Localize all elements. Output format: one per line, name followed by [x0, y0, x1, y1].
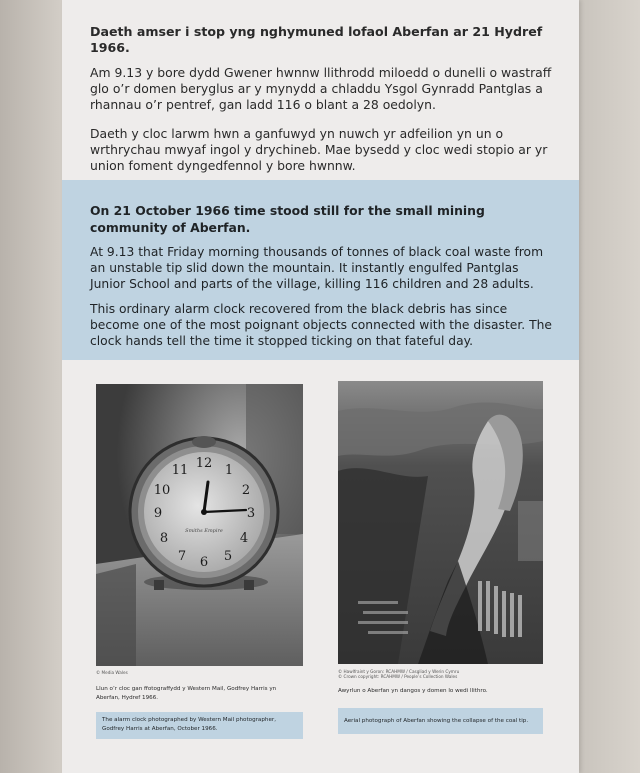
welsh-paragraph-1: Am 9.13 y bore dydd Gwener hwnnw llithrodd miloedd o dunelli o wastraff glo o’r domen beryglus ar y mynydd a chladdu Ysgol Gynradd Pantglas a rhannau o’r pentref, gan ladd 116 o blant a 28 oedolyn.: [90, 65, 552, 112]
clock-caption-english: The alarm clock photographed by Western Mail photographer, Godfrey Harris at Aberfan, October 1966.: [96, 712, 303, 739]
aerial-credit-english: © Crown copyright: RCAHMW / People’s Collection Wales: [338, 674, 458, 679]
dial-number-9: 9: [153, 506, 163, 521]
dial-number-12: 12: [195, 456, 213, 471]
dial-number-1: 1: [224, 463, 234, 478]
welsh-heading: Daeth amser i stop yng nghymuned lofaol Aberfan ar 21 Hydref 1966.: [90, 24, 543, 55]
aerial-photograph: [338, 381, 543, 664]
dial-number-3: 3: [246, 506, 256, 521]
dial-number-4: 4: [239, 531, 249, 546]
clock-photograph: [96, 384, 303, 666]
welsh-text-block: [90, 24, 560, 187]
dial-number-6: 6: [199, 555, 209, 570]
exhibit-panel: [62, 0, 579, 773]
dial-number-10: 10: [153, 483, 171, 498]
aerial-caption-english: Aerial photograph of Aberfan showing the collapse of the coal tip.: [338, 708, 543, 734]
dial-number-11: 11: [171, 463, 189, 478]
dial-number-5: 5: [223, 549, 233, 564]
wall-left: [0, 0, 62, 773]
dial-brand: Smiths Empire: [185, 528, 223, 534]
dial-number-2: 2: [241, 483, 251, 498]
clock-caption-welsh: Llun o’r cloc gan ffotograffydd y Western Mail, Godfrey Harris yn Aberfan, Hydref 1966.: [96, 686, 277, 701]
english-heading: On 21 October 1966 time stood still for the small mining community of Aberfan.: [90, 203, 485, 235]
dial-number-7: 7: [177, 549, 187, 564]
aerial-credit-welsh: © Hawlfraint y Goron: RCAHMW / Casgliad y Werin Cymru: [338, 669, 460, 674]
english-text-block: [90, 202, 555, 358]
aerial-caption-welsh: Awyrlun o Aberfan yn dangos y domen lo wedi llithro.: [338, 688, 488, 694]
english-paragraph-1: At 9.13 that Friday morning thousands of tonnes of black coal waste from an unstable tip slid down the mountain. It instantly engulfed Pantglas Junior School and parts of the village, killing 116 children and 28 adults.: [90, 245, 544, 291]
welsh-paragraph-2: Daeth y cloc larwm hwn a ganfuwyd yn nuwch yr adfeilion yn un o wrthrychau mwyaf ingol y drychineb. Mae bysedd y cloc wedi stopio ar yr union foment dyngedfennol y bore hwnnw.: [90, 126, 548, 173]
wall-right: [579, 0, 640, 773]
aerial-image-icon: [338, 381, 543, 664]
clock-photo-credit: © Media Wales: [96, 670, 128, 675]
aerial-photo-credit: [338, 669, 543, 679]
english-paragraph-2: This ordinary alarm clock recovered from the black debris has since become one of the most poignant objects connected with the disaster. The clock hands tell the time it stopped ticking on that fateful day.: [90, 302, 552, 348]
dial-number-8: 8: [159, 531, 169, 546]
english-text-band: [62, 180, 579, 360]
clock-image-icon: [96, 384, 303, 666]
